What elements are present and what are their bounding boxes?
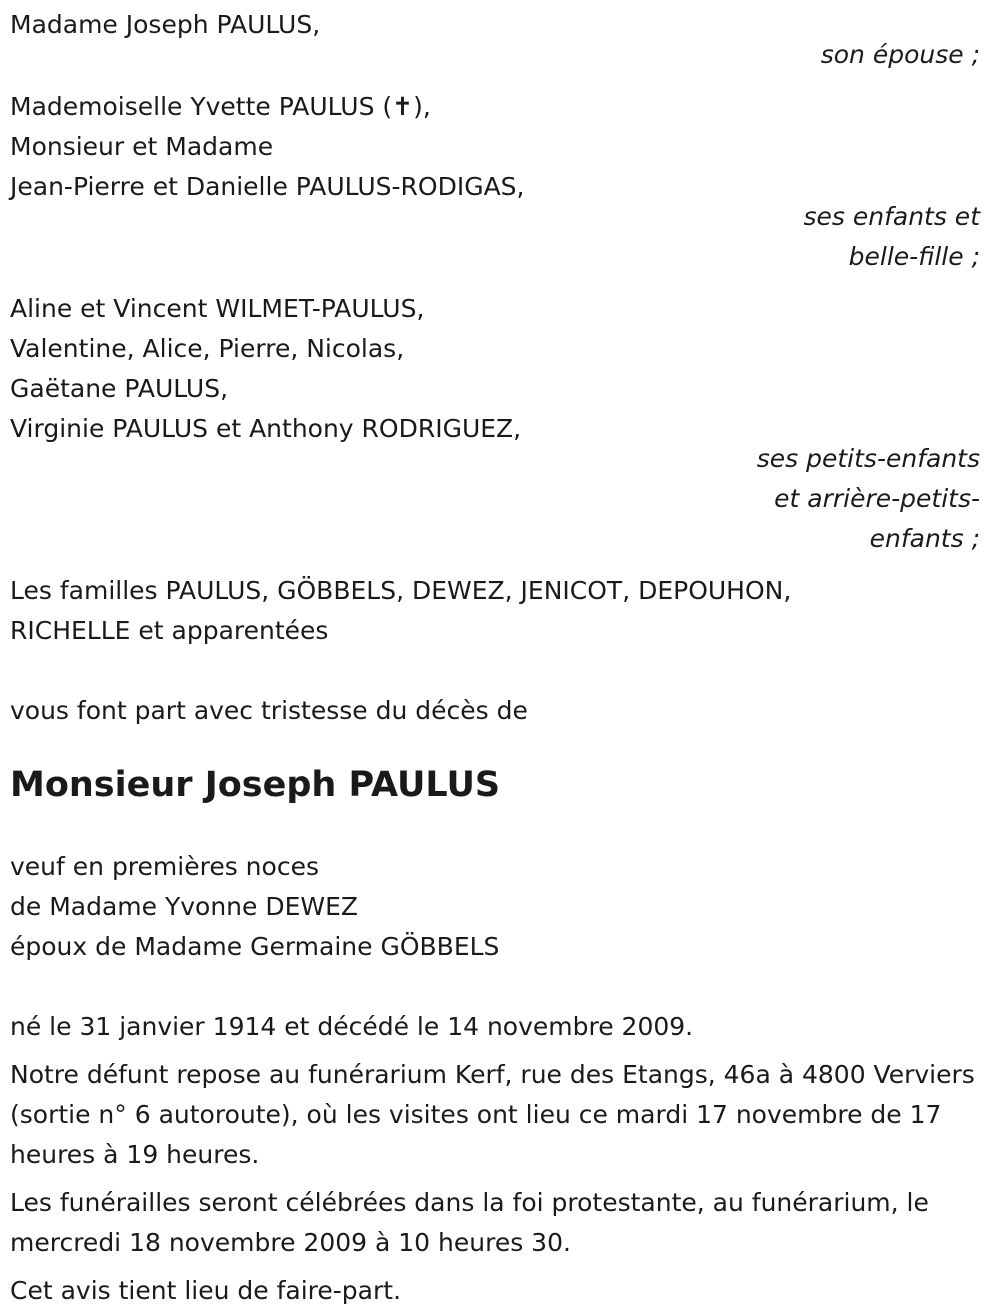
grandchild-name: Gaëtane PAULUS, xyxy=(10,374,229,403)
child-name: Jean-Pierre et Danielle PAULUS-RODIGAS, xyxy=(10,172,525,201)
marital-line: époux de Madame Germaine GÖBBELS xyxy=(10,932,500,961)
visitation-info: Notre défunt repose au funérarium Kerf, rue des Etangs, 46a à 4800 Verviers (sortie n° 6 autoroute), où les visites ont lieu ce mardi 17 novembre de 17 heures à 19 heures. xyxy=(10,1060,975,1169)
grandchildren-group xyxy=(10,289,990,559)
spouse-group xyxy=(10,5,990,75)
spacer xyxy=(10,967,990,1007)
funeral-info: Les funérailles seront célébrées dans la foi protestante, au funérarium, le mercredi 18 novembre 2009 à 10 heures 30. xyxy=(10,1188,929,1257)
grandchildren-role: ses petits-enfants xyxy=(756,444,980,473)
relatives-line: RICHELLE et apparentées xyxy=(10,616,329,645)
relatives-line: Les familles PAULUS, GÖBBELS, DEWEZ, JENICOT, DEPOUHON, xyxy=(10,576,792,605)
grandchild-name: Virginie PAULUS et Anthony RODRIGUEZ, xyxy=(10,414,522,443)
grandchild-name: Aline et Vincent WILMET-PAULUS, xyxy=(10,294,425,323)
marital-line: veuf en premières noces xyxy=(10,852,319,881)
children-group xyxy=(10,87,990,277)
announcement-text: vous font part avec tristesse du décès de xyxy=(10,696,528,725)
marital-status xyxy=(10,847,990,967)
child-name: Monsieur et Madame xyxy=(10,132,274,161)
spacer xyxy=(10,651,990,691)
spouse-name: Madame Joseph PAULUS, xyxy=(10,10,321,39)
relatives-group xyxy=(10,571,990,651)
children-role: ses enfants et xyxy=(803,202,980,231)
marital-line: de Madame Yvonne DEWEZ xyxy=(10,892,359,921)
children-role: belle-fille ; xyxy=(848,242,980,271)
spouse-role: son épouse ; xyxy=(820,40,980,69)
child-name: Mademoiselle Yvette PAULUS (✝), xyxy=(10,92,431,121)
birth-death-dates: né le 31 janvier 1914 et décédé le 14 novembre 2009. xyxy=(10,1012,694,1041)
grandchild-name: Valentine, Alice, Pierre, Nicolas, xyxy=(10,334,405,363)
deceased-name: Monsieur Joseph PAULUS xyxy=(10,765,501,805)
grandchildren-role: et arrière-petits- xyxy=(774,484,980,513)
grandchildren-role: enfants ; xyxy=(869,524,980,553)
closing-note: Cet avis tient lieu de faire-part. xyxy=(10,1276,402,1305)
